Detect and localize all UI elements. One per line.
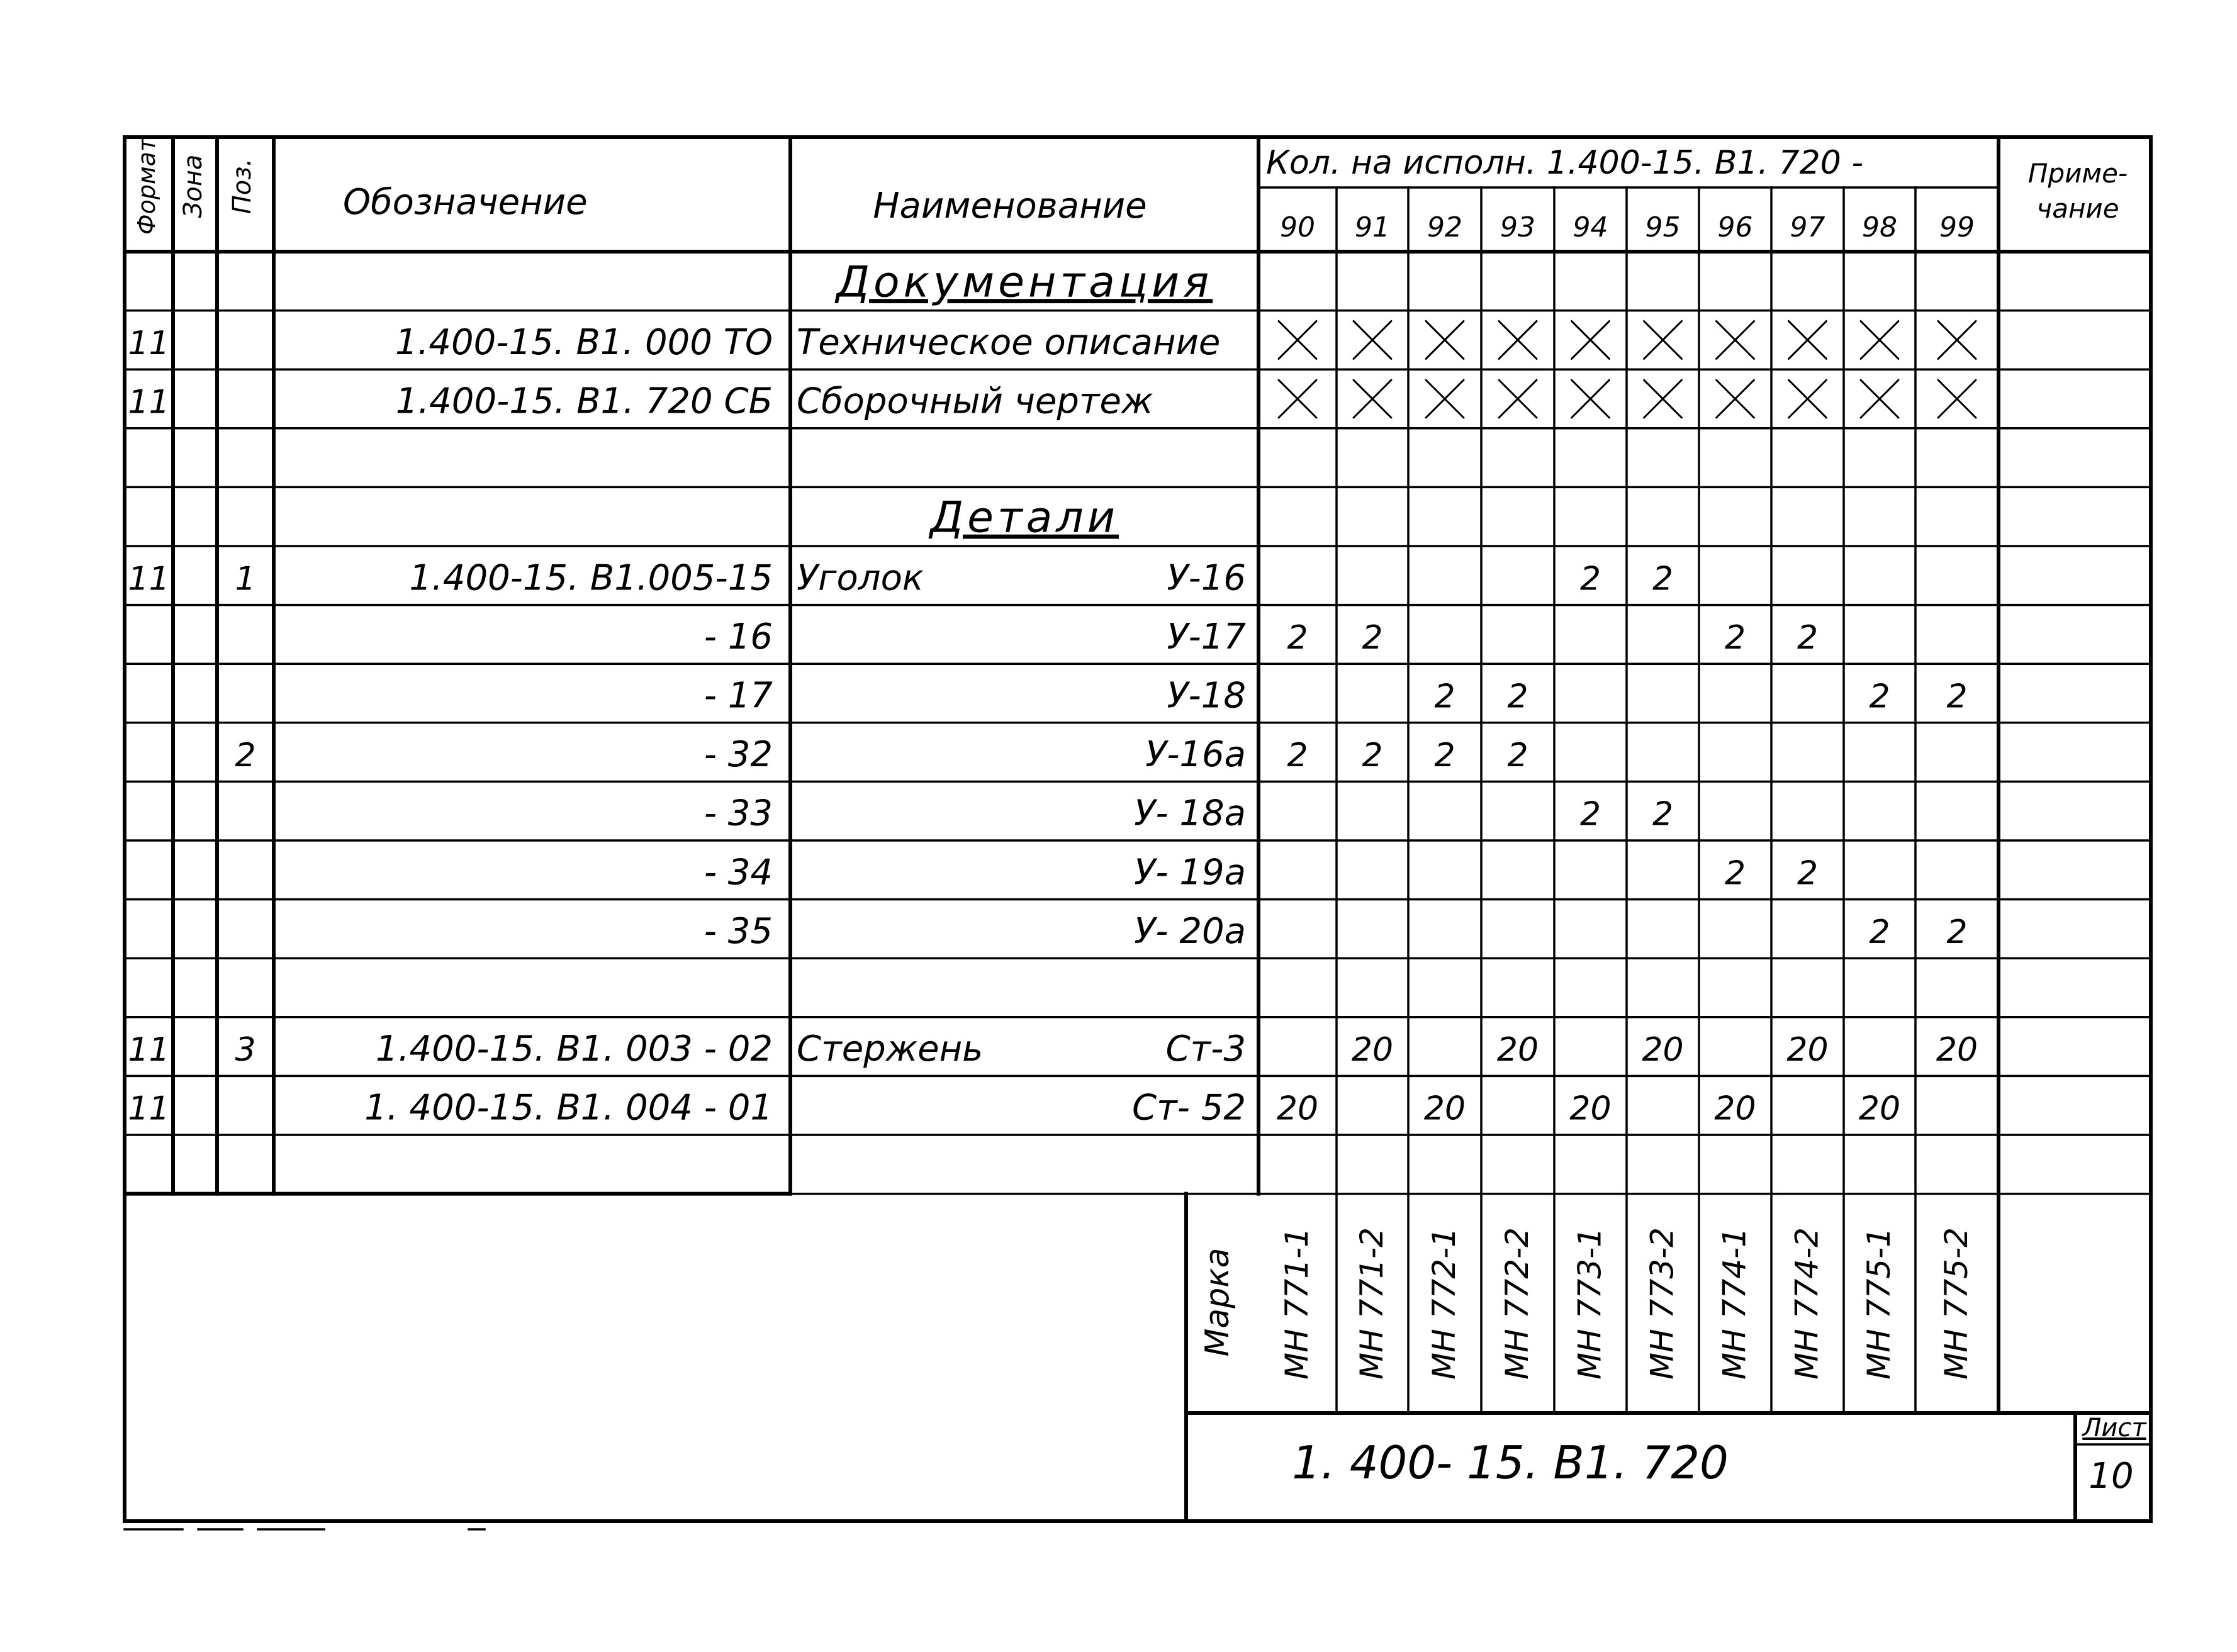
applicable-cross-mark (1789, 321, 1827, 359)
table-row (928, 493, 1119, 543)
applicable-cross-mark (1717, 321, 1754, 359)
qty-value: 2 (1946, 678, 1968, 716)
row-name-grade: Ст- 52 (1132, 1087, 1246, 1129)
header-note-line2: чание (2036, 193, 2119, 224)
qty-value: 2 (1652, 795, 1674, 834)
applicable-cross-mark (1572, 321, 1610, 359)
marka-value: МН 774-2 (1788, 1227, 1825, 1380)
qty-value: 2 (1362, 618, 1383, 657)
header-zone: Зона (179, 154, 208, 218)
applicable-cross-mark (1789, 380, 1827, 418)
row-name-grade: У-16 (1167, 557, 1246, 599)
variant-header-93: 93 (1500, 211, 1535, 243)
row-name: Техническое описание (797, 321, 1221, 363)
document-number: 1. 400- 15. В1. 720 (1292, 1436, 1729, 1489)
qty-value: 2 (1869, 678, 1890, 716)
row-designation: - 16 (704, 616, 773, 657)
header-designation: Обозначение (343, 182, 588, 223)
row-name-grade: Ст-3 (1165, 1029, 1246, 1070)
applicable-cross-mark (1499, 380, 1537, 418)
row-format: 11 (128, 324, 170, 362)
qty-value: 2 (1434, 678, 1455, 716)
qty-value: 2 (1362, 737, 1383, 775)
applicable-cross-mark (1938, 380, 1976, 418)
table-row (128, 1088, 1900, 1129)
variant-header-95: 95 (1645, 211, 1681, 243)
applicable-cross-mark (1354, 380, 1391, 418)
qty-value: 2 (1579, 795, 1601, 834)
variant-header-90: 90 (1280, 211, 1315, 243)
qty-value: 20 (1642, 1031, 1684, 1069)
row-designation: 1.400-15. В1. 000 ТО (395, 321, 773, 363)
qty-value: 2 (1434, 737, 1455, 775)
applicable-cross-mark (1717, 380, 1754, 418)
qty-value: 2 (1724, 854, 1746, 893)
variant-header-91: 91 (1355, 211, 1390, 243)
qty-value: 2 (1797, 854, 1819, 893)
section-title: Детали (930, 493, 1119, 543)
row-designation: - 17 (704, 675, 773, 717)
marka-value: МН 775-1 (1861, 1227, 1897, 1380)
row-name: Стержень (797, 1029, 984, 1070)
qty-value: 2 (1724, 618, 1746, 657)
applicable-cross-mark (1354, 321, 1391, 359)
header-pos: Поз. (228, 158, 257, 215)
header-qty-title: Кол. на исполн. 1.400-15. В1. 720 - (1266, 144, 1864, 182)
qty-value: 20 (1276, 1090, 1319, 1128)
table-row (128, 557, 1673, 598)
sheet-label: Лист (2082, 1414, 2146, 1443)
qty-value: 2 (1287, 737, 1308, 775)
qty-value: 20 (1569, 1090, 1612, 1128)
row-format: 11 (128, 560, 170, 598)
qty-value: 20 (1496, 1031, 1539, 1069)
marka-value: МН 773-1 (1571, 1227, 1608, 1380)
qty-value: 2 (1507, 737, 1528, 775)
variant-header-99: 99 (1939, 211, 1975, 243)
row-name-grade: У- 18а (1134, 793, 1246, 834)
row-pos: 3 (235, 1031, 256, 1069)
row-name: Уголок (797, 557, 924, 599)
row-name-grade: У-18 (1167, 675, 1246, 717)
row-name-grade: У-17 (1167, 616, 1246, 657)
qty-value: 2 (1507, 678, 1528, 716)
table-row (235, 734, 1528, 775)
qty-value: 20 (1786, 1031, 1829, 1069)
marka-value: МН 771-2 (1354, 1227, 1390, 1380)
applicable-cross-mark (1861, 321, 1898, 359)
qty-value: 2 (1869, 913, 1890, 951)
row-designation: 1.400-15. В1.005-15 (409, 557, 773, 599)
row-designation: - 33 (704, 793, 773, 834)
table-row (704, 852, 1818, 893)
row-name-grade: У- 20а (1134, 910, 1246, 952)
qty-value: 20 (1714, 1090, 1756, 1128)
row-designation: - 35 (704, 910, 773, 952)
qty-value: 20 (1936, 1031, 1978, 1069)
marka-value: МН 772-1 (1426, 1227, 1462, 1380)
applicable-cross-mark (1279, 380, 1316, 418)
row-designation: 1.400-15. В1. 720 СБ (395, 381, 773, 422)
row-designation: - 34 (704, 852, 773, 893)
marka-value: МН 771-1 (1279, 1227, 1315, 1380)
marka-label: Марка (1199, 1247, 1236, 1357)
qty-value: 2 (1579, 560, 1601, 598)
marka-value: МН 773-2 (1644, 1227, 1681, 1380)
sheet-number: 10 (2088, 1456, 2134, 1497)
table-row (704, 793, 1673, 834)
variant-header-97: 97 (1790, 211, 1825, 243)
applicable-cross-mark (1644, 321, 1682, 359)
variant-header-92: 92 (1427, 211, 1462, 243)
row-name: Сборочный чертеж (797, 381, 1153, 422)
row-designation: 1.400-15. В1. 003 - 02 (376, 1029, 773, 1070)
header-name: Наименование (873, 186, 1147, 226)
table-row (704, 617, 1818, 657)
row-pos: 2 (235, 737, 256, 775)
row-format: 11 (128, 1031, 170, 1069)
applicable-cross-mark (1938, 321, 1976, 359)
row-format: 11 (128, 1090, 170, 1128)
table-row (834, 257, 1213, 307)
section-title: Документация (836, 257, 1213, 308)
qty-value: 20 (1423, 1090, 1466, 1128)
row-designation: 1. 400-15. В1. 004 - 01 (364, 1087, 773, 1129)
qty-value: 2 (1797, 618, 1819, 657)
qty-value: 20 (1858, 1090, 1901, 1128)
applicable-cross-mark (1644, 380, 1682, 418)
marka-value: МН 774-1 (1716, 1227, 1753, 1380)
variant-header-96: 96 (1717, 211, 1753, 243)
table-row (128, 1029, 1978, 1069)
row-name-grade: У- 19а (1134, 852, 1246, 893)
header-format: Формат (133, 137, 160, 235)
qty-value: 2 (1652, 560, 1674, 598)
applicable-cross-mark (1279, 321, 1316, 359)
applicable-cross-mark (1499, 321, 1537, 359)
row-pos: 1 (235, 560, 256, 598)
applicable-cross-mark (1861, 380, 1898, 418)
applicable-cross-mark (1426, 380, 1464, 418)
row-name-grade: У-16а (1145, 734, 1246, 776)
applicable-cross-mark (1426, 321, 1464, 359)
applicable-cross-mark (1572, 380, 1610, 418)
qty-value: 2 (1287, 618, 1308, 657)
variant-header-98: 98 (1862, 211, 1897, 243)
table-body (128, 257, 1978, 1128)
header-note-line1: Приме- (2027, 158, 2128, 189)
variant-header-94: 94 (1573, 211, 1608, 243)
marka-value: МН 775-2 (1938, 1227, 1975, 1380)
qty-value: 20 (1351, 1031, 1394, 1069)
row-format: 11 (128, 383, 170, 421)
row-designation: - 32 (704, 734, 773, 776)
qty-value: 2 (1946, 913, 1968, 951)
marka-value: МН 772-2 (1499, 1227, 1535, 1380)
